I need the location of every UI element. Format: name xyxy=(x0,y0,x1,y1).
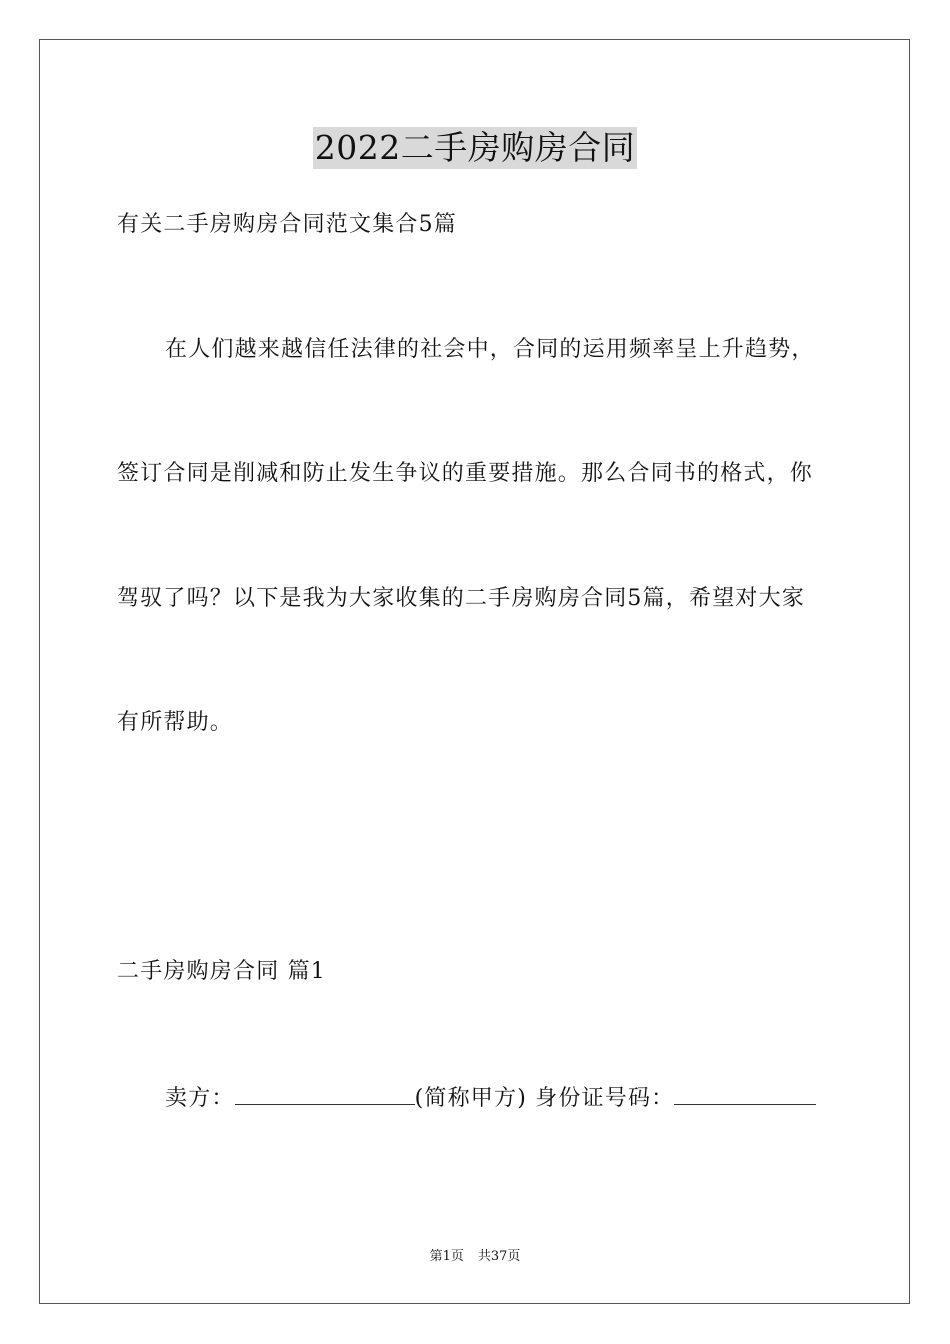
title-container xyxy=(0,127,950,169)
page-footer xyxy=(0,1248,950,1266)
seller-name-blank xyxy=(235,1082,415,1105)
seller-line-middle: (简称甲方) 身份证号码： xyxy=(414,1086,675,1111)
section-heading: 二手房购房合同 篇1 xyxy=(117,959,326,984)
intro-line-3: 驾驭了吗？以下是我为大家收集的二手房购房合同5篇，希望对大家 xyxy=(117,586,805,611)
intro-line-4: 有所帮助。 xyxy=(117,710,234,735)
intro-line-1: 在人们越来越信任法律的社会中，合同的运用频率呈上升趋势， xyxy=(165,337,815,362)
page-number: 第1页 xyxy=(429,1249,464,1264)
document-title: 2022二手房购房合同 xyxy=(314,128,636,167)
seller-label: 卖方： xyxy=(165,1086,235,1111)
intro-line-2: 签订合同是削减和防止发生争议的重要措施。那么合同书的格式，你 xyxy=(117,461,814,486)
document-subtitle: 有关二手房购房合同范文集合5篇 xyxy=(117,212,457,237)
seller-line xyxy=(165,1082,816,1114)
seller-id-blank xyxy=(674,1082,816,1105)
total-pages: 共37页 xyxy=(477,1249,521,1264)
